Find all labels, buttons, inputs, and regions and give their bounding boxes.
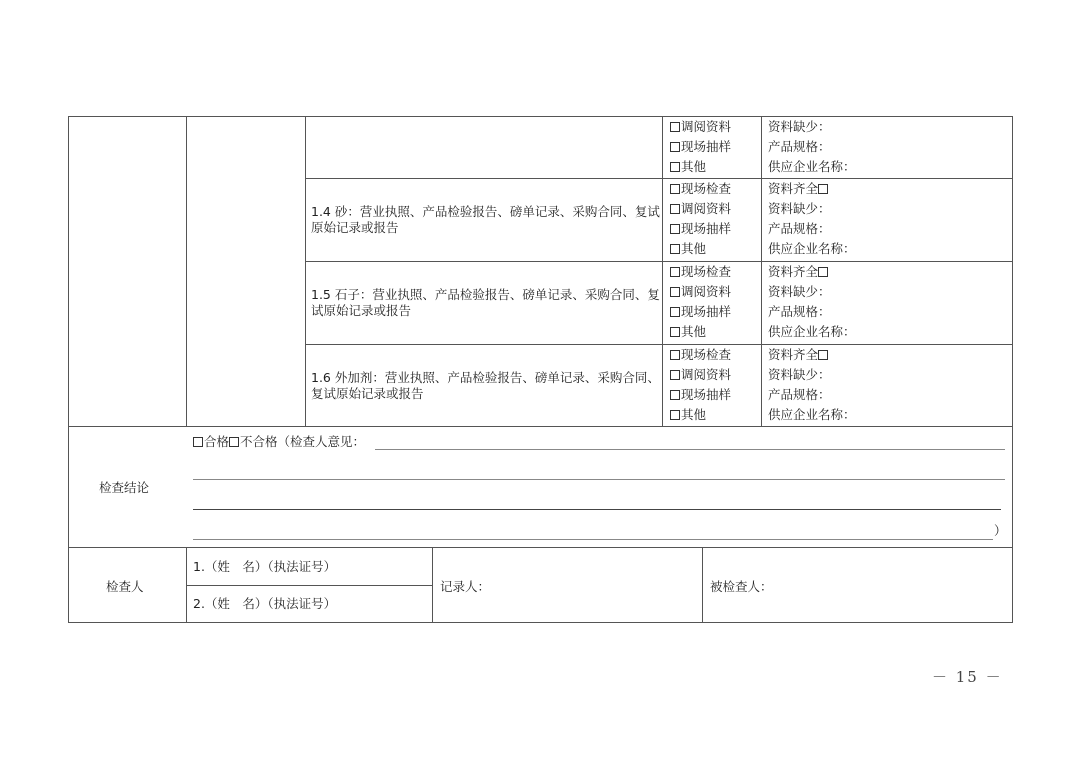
table-right-border xyxy=(1012,116,1013,623)
page-number: － 15 － xyxy=(932,668,1003,686)
section-divider xyxy=(68,426,1013,427)
checkbox[interactable] xyxy=(818,267,828,277)
info-missing: 资料缺少： xyxy=(768,284,831,299)
option-site-check[interactable]: 现场检查 xyxy=(670,345,760,365)
opinion-line[interactable] xyxy=(193,479,1005,480)
column-divider xyxy=(761,116,762,427)
info-missing: 资料缺少： xyxy=(768,201,831,216)
column-divider xyxy=(432,547,433,623)
option-review-docs[interactable]: 调阅资料 xyxy=(670,117,760,137)
inspected-party-label: 被检查人： xyxy=(710,579,773,594)
check-item-admixture: 1.6 外加剂：营业执照、产品检验报告、磅单记录、采购合同、复试原始记录或报告 xyxy=(311,370,660,401)
option-other[interactable]: 其他 xyxy=(670,239,760,259)
option-site-sample[interactable]: 现场抽样 xyxy=(670,137,760,157)
checkbox-unqualified[interactable] xyxy=(229,437,239,447)
option-other[interactable]: 其他 xyxy=(670,405,760,425)
column-divider xyxy=(305,116,306,427)
checkbox[interactable] xyxy=(670,267,680,277)
opinion-line[interactable] xyxy=(193,539,993,540)
opinion-line[interactable] xyxy=(193,509,1001,510)
method-options xyxy=(670,117,760,177)
opinion-prefix: （检查人意见： xyxy=(277,434,366,449)
checkbox[interactable] xyxy=(670,327,680,337)
option-review-docs[interactable]: 调阅资料 xyxy=(670,365,760,385)
unqualified-label: 不合格 xyxy=(240,434,278,449)
method-options xyxy=(670,262,760,342)
conclusion-choices xyxy=(193,435,365,449)
info-supplier: 供应企业名称： xyxy=(768,241,856,256)
inspector-label: 检查人 xyxy=(106,579,144,594)
conclusion-label: 检查结论 xyxy=(99,480,150,495)
column-divider xyxy=(186,547,187,623)
option-site-sample[interactable]: 现场抽样 xyxy=(670,385,760,405)
inspector-divider xyxy=(186,585,432,586)
checkbox[interactable] xyxy=(818,350,828,360)
info-missing: 资料缺少： xyxy=(768,119,831,134)
checkbox-qualified[interactable] xyxy=(193,437,203,447)
checkbox[interactable] xyxy=(670,224,680,234)
check-item-sand: 1.4 砂：营业执照、产品检验报告、磅单记录、采购合同、复试原始记录或报告 xyxy=(311,204,660,235)
checkbox[interactable] xyxy=(670,410,680,420)
option-site-check[interactable]: 现场检查 xyxy=(670,262,760,282)
check-item-gravel: 1.5 石子：营业执照、产品检验报告、磅单记录、采购合同、复试原始记录或报告 xyxy=(311,287,660,318)
checkbox[interactable] xyxy=(670,350,680,360)
inspector-1: 1.（姓 名）（执法证号） xyxy=(193,559,337,574)
checkbox[interactable] xyxy=(670,390,680,400)
method-options xyxy=(670,345,760,425)
info-supplier: 供应企业名称： xyxy=(768,324,856,339)
material-info xyxy=(768,117,1008,177)
option-site-sample[interactable]: 现场抽样 xyxy=(670,302,760,322)
checkbox[interactable] xyxy=(670,204,680,214)
option-other[interactable]: 其他 xyxy=(670,322,760,342)
material-info xyxy=(768,262,1008,342)
option-review-docs[interactable]: 调阅资料 xyxy=(670,199,760,219)
info-supplier: 供应企业名称： xyxy=(768,159,856,174)
material-info xyxy=(768,345,1008,425)
checkbox[interactable] xyxy=(670,244,680,254)
opinion-line[interactable] xyxy=(375,449,1005,450)
table-bottom-border xyxy=(68,622,1013,623)
inspector-2: 2.（姓 名）（执法证号） xyxy=(193,596,337,611)
checkbox[interactable] xyxy=(818,184,828,194)
checkbox[interactable] xyxy=(670,307,680,317)
info-spec: 产品规格： xyxy=(768,304,831,319)
info-complete[interactable]: 资料齐全 xyxy=(768,345,1008,365)
option-review-docs[interactable]: 调阅资料 xyxy=(670,282,760,302)
info-spec: 产品规格： xyxy=(768,139,831,154)
info-spec: 产品规格： xyxy=(768,221,831,236)
column-divider xyxy=(186,116,187,427)
checkbox[interactable] xyxy=(670,287,680,297)
checkbox[interactable] xyxy=(670,370,680,380)
checkbox[interactable] xyxy=(670,184,680,194)
checkbox[interactable] xyxy=(670,122,680,132)
info-complete[interactable]: 资料齐全 xyxy=(768,262,1008,282)
column-divider xyxy=(702,547,703,623)
checkbox[interactable] xyxy=(670,142,680,152)
checkbox[interactable] xyxy=(670,162,680,172)
close-paren: ） xyxy=(994,523,1007,538)
info-complete[interactable]: 资料齐全 xyxy=(768,179,1008,199)
recorder-label: 记录人： xyxy=(440,579,491,594)
info-supplier: 供应企业名称： xyxy=(768,407,856,422)
info-spec: 产品规格： xyxy=(768,387,831,402)
info-missing: 资料缺少： xyxy=(768,367,831,382)
material-info xyxy=(768,179,1008,259)
option-other[interactable]: 其他 xyxy=(670,157,760,177)
method-options xyxy=(670,179,760,259)
option-site-check[interactable]: 现场检查 xyxy=(670,179,760,199)
table-left-border xyxy=(68,116,69,623)
qualified-label: 合格 xyxy=(204,434,230,449)
option-site-sample[interactable]: 现场抽样 xyxy=(670,219,760,239)
section-divider xyxy=(68,547,1013,548)
